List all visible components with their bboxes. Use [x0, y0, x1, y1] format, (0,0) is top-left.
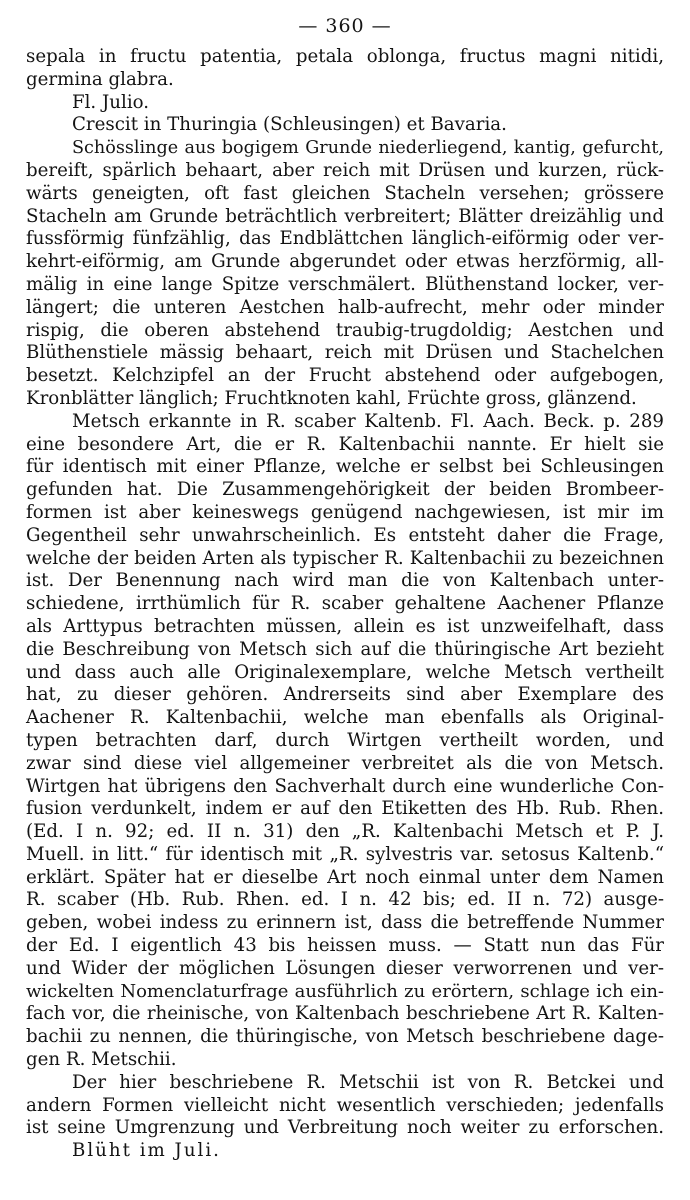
- text-line: rispig, die oberen abstehend traubig-trugdoldig; Aestchen und: [26, 319, 664, 341]
- text-line: gen R. Metschii.: [26, 1049, 177, 1071]
- text-line: Stacheln am Grunde beträchtlich verbreitert; Blätter dreizählig und: [26, 205, 664, 227]
- text-line: gefunden hat. Die Zusammengehörigkeit der beiden Brombeer-: [26, 479, 664, 501]
- text-line: besetzt. Kelchzipfel an der Frucht abstehend oder aufgebogen,: [26, 365, 664, 387]
- text-line: als Arttypus betrachten müssen, allein es ist unzweifelhaft, dass: [26, 615, 664, 637]
- text-line: Blüthenstiele mässig behaart, reich mit Drüsen und Stachelchen: [26, 342, 664, 364]
- text-line: erklärt. Später hat er dieselbe Art noch einmal unter dem Namen: [26, 866, 664, 888]
- text-line: Fl. Julio.: [72, 91, 150, 113]
- text-line: Aachener R. Kaltenbachii, welche man ebenfalls als Original-: [26, 707, 664, 729]
- book-page: [26, 14, 664, 1163]
- text-line: Kronblätter länglich; Fruchtknoten kahl, Früchte gross, glänzend.: [26, 387, 637, 409]
- text-line: Schösslinge aus bogigem Grunde niederliegend, kantig, gefurcht,: [72, 138, 664, 159]
- text-line: Crescit in Thuringia (Schleusingen) et Bavaria.: [72, 114, 507, 136]
- text-line: wickelten Nomenclaturfrage ausführlich zu erörtern, schlage ich ein-: [26, 980, 664, 1002]
- text-line: typen betrachten darf, durch Wirtgen vertheilt worden, und: [26, 729, 664, 751]
- text-line: Der hier beschriebene R. Metschii ist von R. Betckei und: [72, 1071, 664, 1093]
- text-line: ist. Der Benennung nach wird man die von Kaltenbach unter-: [26, 570, 664, 592]
- text-line: germina glabra.: [26, 68, 174, 90]
- page-number: — 360 —: [298, 15, 392, 37]
- text-line: Gegentheil sehr unwahrscheinlich. Es entsteht daher die Frage,: [26, 524, 664, 546]
- text-line: sepala in fructu patentia, petala oblonga, fructus magni nitidi,: [26, 46, 664, 67]
- text-line: und Wider der möglichen Lösungen dieser verworrenen und ver-: [26, 957, 664, 979]
- text-line: geben, wobei indess zu erinnern ist, dass die betreffende Nummer: [26, 912, 664, 934]
- text-line: schiedene, irrthümlich für R. scaber gehaltene Aachener Pflanze: [26, 593, 664, 615]
- text-line: bachii zu nennen, die thüringische, von Metsch beschriebene dage-: [26, 1026, 664, 1048]
- text-line: mälig in eine lange Spitze verschmälert. Blüthenstand locker, ver-: [26, 273, 664, 295]
- text-line: kehrt-eiförmig, am Grunde abgerundet oder etwas herzförmig, all-: [26, 251, 664, 273]
- text-line: welche der beiden Arten als typischer R. Kaltenbachii zu bezeichnen: [26, 547, 664, 569]
- text-line: zwar sind diese viel allgemeiner verbreitet als die von Metsch.: [26, 752, 664, 774]
- text-line: die Beschreibung von Metsch sich auf die thüringische Art bezieht: [26, 638, 664, 660]
- text-line: bereift, spärlich behaart, aber reich mit Drüsen und kurzen, rück-: [26, 159, 664, 181]
- text-line: R. scaber (Hb. Rub. Rhen. ed. I n. 42 bis; ed. II n. 72) ausge-: [26, 889, 664, 911]
- text-line: Blüht im Juli.: [72, 1140, 221, 1162]
- text-line: (Ed. I n. 92; ed. II n. 31) den „R. Kaltenbachi Metsch et P. J.: [26, 821, 664, 843]
- text-line: fusion verdunkelt, indem er auf den Etiketten des Hb. Rub. Rhen.: [26, 798, 664, 820]
- text-line: Metsch erkannte in R. scaber Kaltenb. Fl. Aach. Beck. p. 289: [72, 410, 664, 432]
- text-line: formen ist aber keineswegs genügend nachgewiesen, ist mir im: [26, 501, 664, 523]
- text-line: und dass auch alle Originalexemplare, welche Metsch vertheilt: [26, 661, 664, 683]
- text-line: der Ed. I eigentlich 43 bis heissen muss. — Statt nun das Für: [26, 935, 664, 957]
- text-line: ist seine Umgrenzung und Verbreitung noch weiter zu erforschen.: [26, 1117, 664, 1139]
- text-line: eine besondere Art, die er R. Kaltenbachii nannte. Er hielt sie: [26, 433, 664, 455]
- text-line: hat, zu dieser gehören. Andrerseits sind aber Exemplare des: [26, 684, 664, 706]
- text-line: wärts geneigten, oft fast gleichen Stacheln versehen; grössere: [26, 182, 664, 204]
- text-line: Wirtgen hat übrigens den Sachverhalt durch eine wunderliche Con-: [26, 775, 664, 797]
- text-line: für identisch mit einer Pflanze, welche er selbst bei Schleusingen: [26, 456, 664, 478]
- body-text: [26, 46, 664, 1163]
- text-line: fussförmig fünfzählig, das Endblättchen länglich-eiförmig oder ver-: [26, 228, 664, 250]
- text-line: andern Formen vielleicht nicht wesentlich verschieden; jedenfalls: [26, 1094, 664, 1116]
- text-line: Muell. in litt.“ für identisch mit „R. sylvestris var. setosus Kaltenb.“: [26, 843, 664, 865]
- text-line: längert; die unteren Aestchen halb-aufrecht, mehr oder minder: [26, 296, 664, 318]
- text-line: fach vor, die rheinische, von Kaltenbach beschriebene Art R. Kalten-: [26, 1003, 664, 1025]
